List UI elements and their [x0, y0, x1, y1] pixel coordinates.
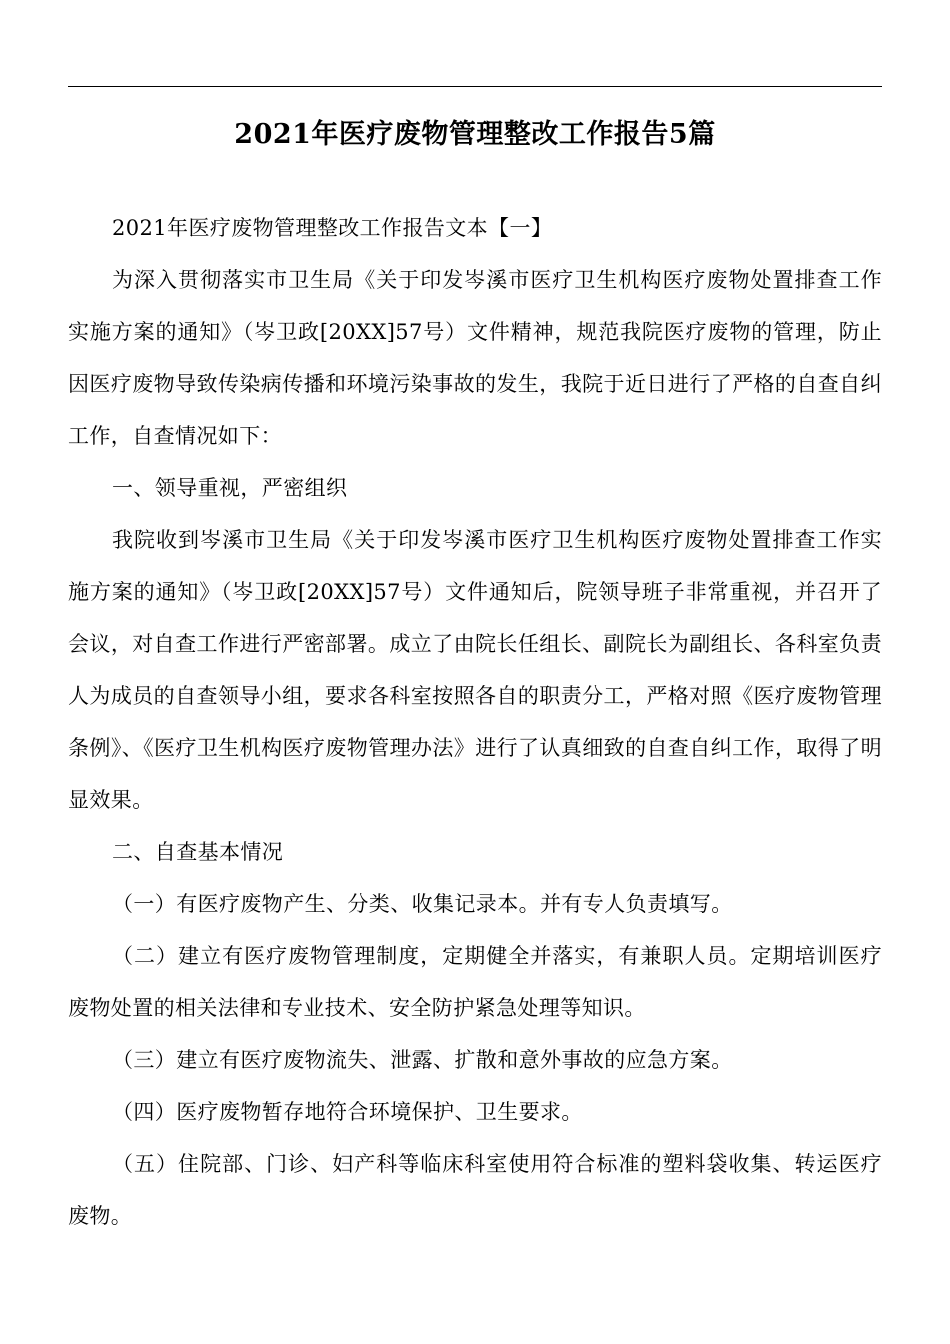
- list-item-1: （一）有医疗废物产生、分类、收集记录本。并有专人负责填写。: [112, 892, 733, 916]
- leadership-paragraph: 我院收到岑溪市卫生局《关于印发岑溪市医疗卫生机构医疗废物处置排查工作实施方案的通知》（岑卫政[20XX]57号）文件通知后，院领导班子非常重视，并召开了会议，对自查工作进行严密部署。成立了由院长任组长、副院长为副组长、各科室负责人为成员的自查领导小组，要求各科室按照各自的职责分工，严格对照《医疗废物管理条例》、《医疗卫生机构医疗废物管理办法》进行了认真细致的自查自纠工作，取得了明显效果。: [68, 528, 882, 812]
- header-rule: [68, 86, 882, 87]
- list-item-3: （三）建立有医疗废物流失、泄露、扩散和意外事故的应急方案。: [112, 1048, 733, 1072]
- section-heading-text-one: 2021年医疗废物管理整改工作报告文本【一】: [112, 216, 553, 240]
- document-body: [68, 202, 882, 1242]
- section-heading-self-check: 二、自查基本情况: [112, 840, 284, 864]
- list-item-2: （二）建立有医疗废物管理制度，定期健全并落实，有兼职人员。定期培训医疗废物处置的相关法律和专业技术、安全防护紧急处理等知识。: [68, 944, 882, 1020]
- list-item-5: （五）住院部、门诊、妇产科等临床科室使用符合标准的塑料袋收集、转运医疗废物。: [68, 1152, 882, 1228]
- document-title: 2021年医疗废物管理整改工作报告5篇: [234, 119, 716, 151]
- section-heading-leadership: 一、领导重视，严密组织: [112, 476, 348, 500]
- list-item-4: （四）医疗废物暂存地符合环境保护、卫生要求。: [112, 1100, 583, 1124]
- intro-paragraph: 为深入贯彻落实市卫生局《关于印发岑溪市医疗卫生机构医疗废物处置排查工作实施方案的通知》（岑卫政[20XX]57号）文件精神，规范我院医疗废物的管理，防止因医疗废物导致传染病传播和环境污染事故的发生，我院于近日进行了严格的自查自纠工作，自查情况如下：: [68, 268, 882, 448]
